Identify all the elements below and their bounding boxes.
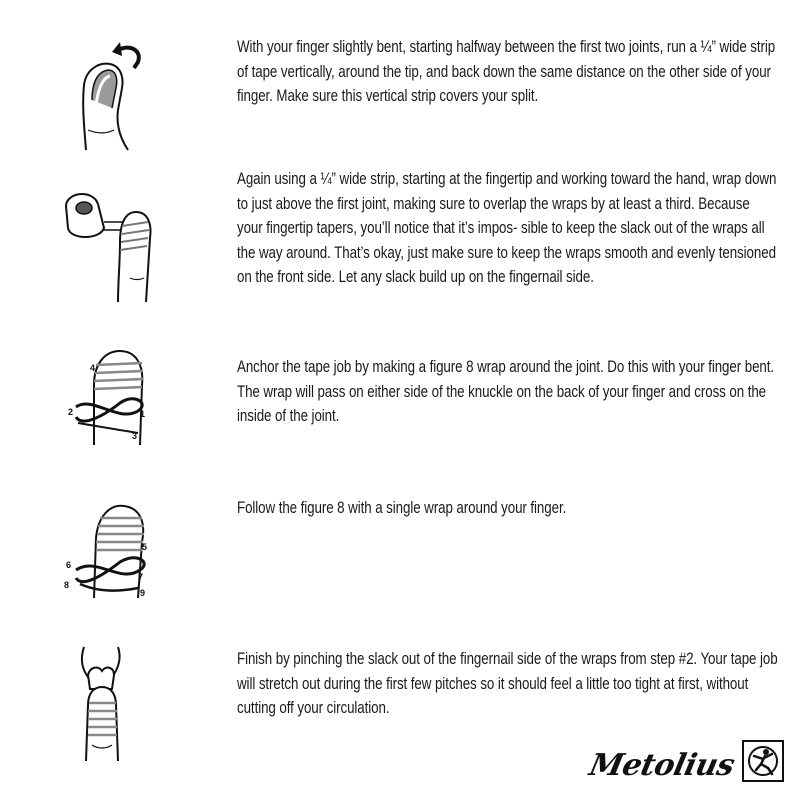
finger-tape-roll-wrap-icon xyxy=(58,182,168,307)
finger-single-wrap-icon xyxy=(58,498,168,608)
finger-pinch-slack-icon xyxy=(58,645,168,765)
figure8-label-1: 1 xyxy=(140,409,146,419)
figure8-label-2: 2 xyxy=(68,407,74,417)
wrap-label-5: 5 xyxy=(142,542,148,552)
figure8-label-4: 4 xyxy=(90,363,96,373)
step-2-text: Again using a ¼” wide strip, starting at the fingertip and working toward the hand, wrap down to just above the first joint, making sure to overlap the wraps by at least a third. Because your fingertip tapers, you’ll notice that it’s impos- sible to keep the slack out of the wraps all the way around. That’s okay, just make sure to keep the wraps smooth and evenly tensioned on the front side. Let any slack build up on the fingernail side. xyxy=(237,170,777,287)
brand-name: Metolius xyxy=(586,748,738,783)
step-4-text: Follow the figure 8 with a single wrap around your finger. xyxy=(237,499,567,517)
wrap-label-7: 7 xyxy=(138,572,144,582)
wrap-label-8: 8 xyxy=(64,580,70,590)
figure8-label-3: 3 xyxy=(132,431,138,441)
wrap-label-6: 6 xyxy=(66,560,72,570)
step-3-text: Anchor the tape job by making a figure 8 wrap around the joint. Do this with your finger bent. The wrap will pass on either side of the knuckle on the back of your finger and cross on the inside of the joint. xyxy=(237,358,775,426)
step-5-text: Finish by pinching the slack out of the fingernail side of the wraps from step #2. Your tape job will stretch out during the first few pitches so it should feel a little too tight at first, without cutting off your circulation. xyxy=(237,650,778,718)
climber-logo-icon xyxy=(742,740,784,782)
finger-vertical-strip-icon xyxy=(58,30,168,155)
finger-figure-eight-wrap-icon xyxy=(58,345,168,450)
step-1-text: With your finger slightly bent, starting halfway between the first two joints, run a ¼” wide strip of tape vertically, around the tip, and back down the same distance on the other side of your finger. Make sure this vertical strip covers your split. xyxy=(237,38,776,106)
brand-logo xyxy=(586,738,790,788)
wrap-label-9: 9 xyxy=(140,588,146,598)
